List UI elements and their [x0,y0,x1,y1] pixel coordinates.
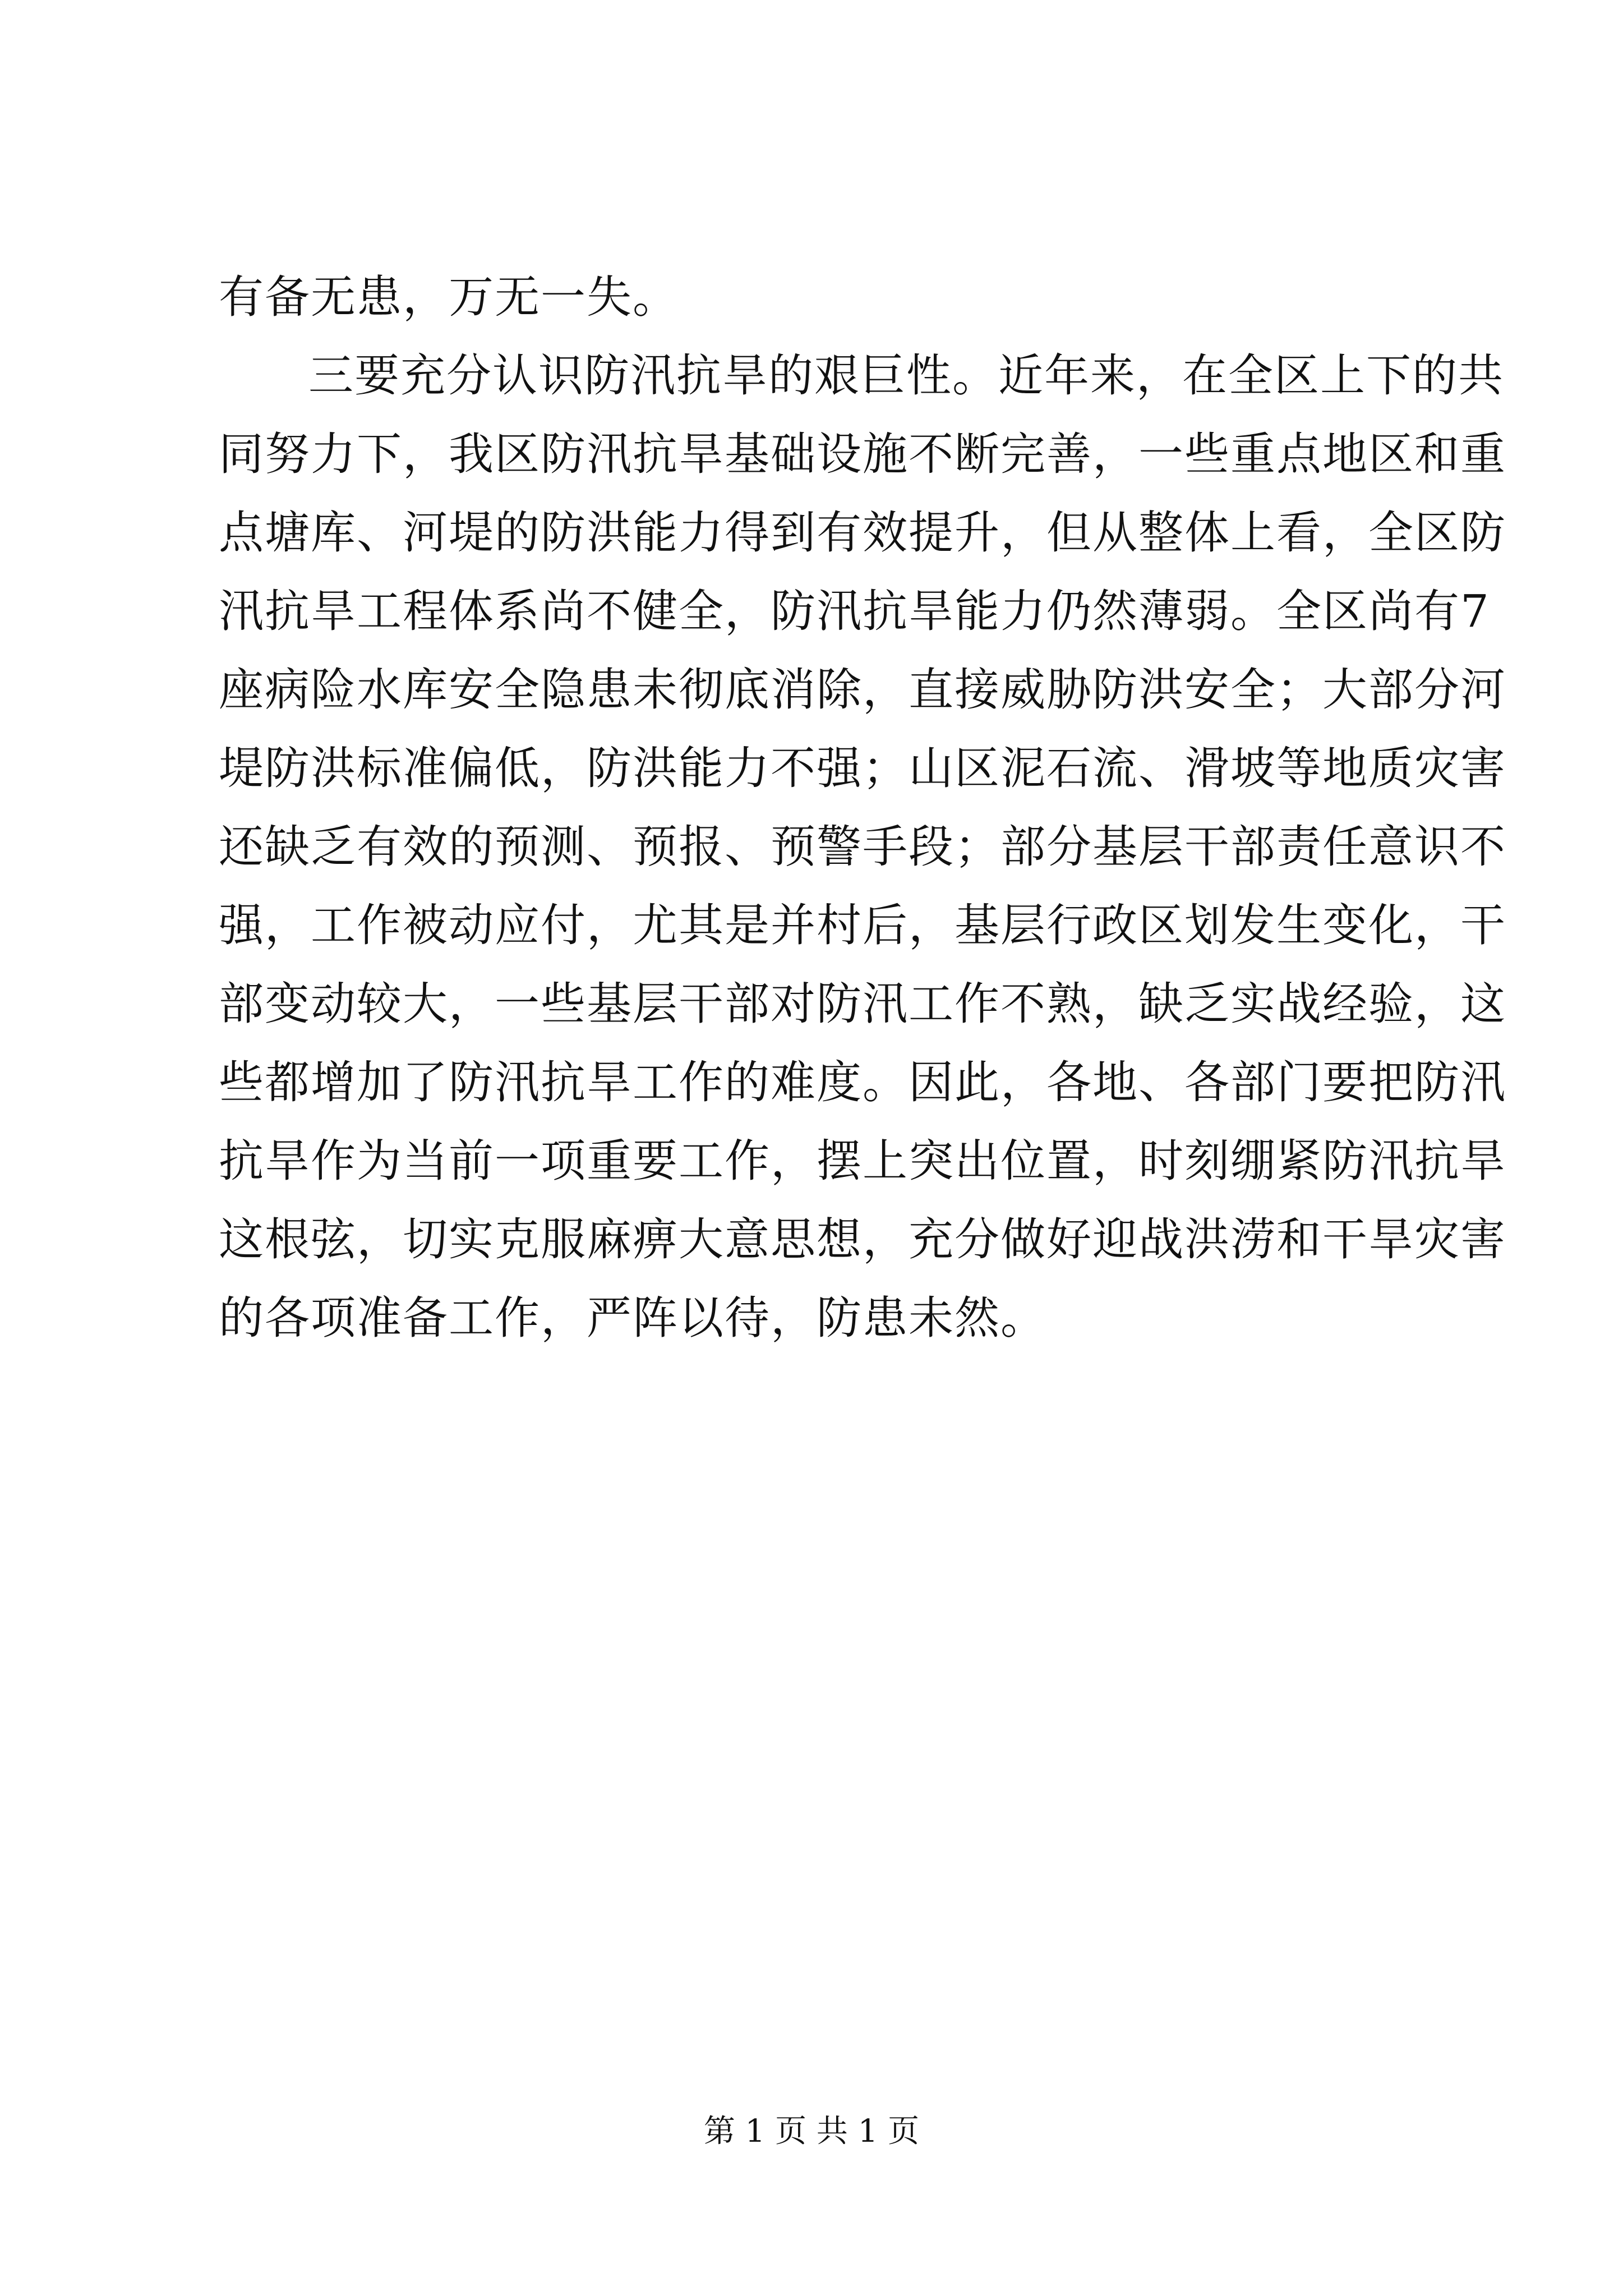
text-line: 点塘库、河堤的防洪能力得到有效提升，但从整体上看，全区防 [219,507,1506,559]
text-line: 堤防洪标准偏低，防洪能力不强；山区泥石流、滑坡等地质灾害 [219,742,1506,794]
text-line: 部变动较大，一些基层干部对防汛工作不熟，缺乏实战经验，这 [219,978,1506,1030]
page-number: 第 1 页 共 1 页 [703,2113,920,2150]
text-line: 座病险水库安全隐患未彻底消除，直接威胁防洪安全；大部分河 [219,664,1506,716]
text-line: 还缺乏有效的预测、预报、预警手段；部分基层干部责任意识不 [219,821,1506,873]
text-line: 抗旱作为当前一项重要工作，摆上突出位置，时刻绷紧防汛抗旱 [219,1135,1506,1187]
text-line: 的各项准备工作，严阵以待，防患未然。 [219,1292,1046,1344]
text-line: 强，工作被动应付，尤其是并村后，基层行政区划发生变化，干 [219,899,1506,951]
body-text [219,258,1506,1358]
paragraph-first-line: 三要充分认识防汛抗旱的艰巨性。近年来，在全区上下的共 [308,349,1504,402]
text-line: 汛抗旱工程体系尚不健全，防汛抗旱能力仍然薄弱。全区尚有7 [219,585,1490,637]
text-line: 同努力下，我区防汛抗旱基础设施不断完善，一些重点地区和重 [219,428,1506,480]
text-line: 这根弦，切实克服麻痹大意思想，充分做好迎战洪涝和干旱灾害 [219,1213,1506,1266]
page-footer [0,2109,1623,2154]
text-line: 有备无患，万无一失。 [219,271,679,323]
text-line: 些都增加了防汛抗旱工作的难度。因此，各地、各部门要把防汛 [219,1056,1506,1108]
